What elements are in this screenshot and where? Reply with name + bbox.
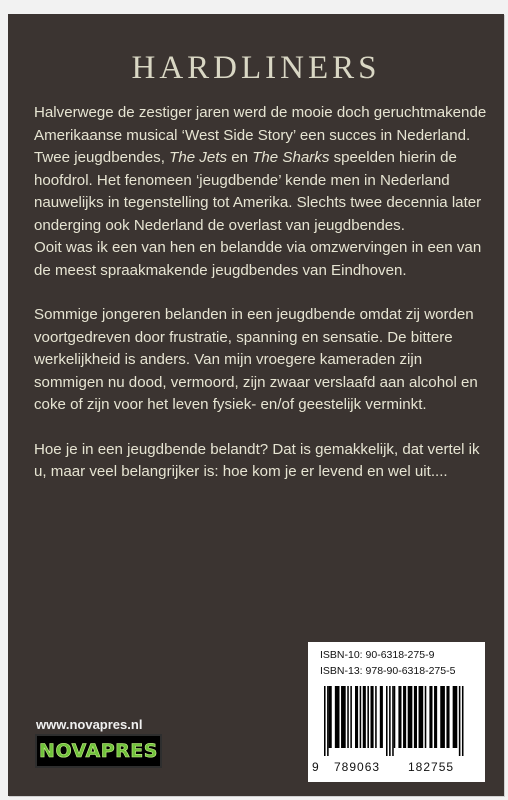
book-back-cover [8, 14, 504, 796]
barcode-bar [459, 686, 461, 756]
book-title: HARDLINERS [131, 50, 381, 86]
barcode-bar [440, 686, 445, 748]
barcode [324, 686, 477, 756]
barcode-bar [414, 686, 417, 748]
barcode-bar [408, 686, 413, 748]
isbn-10: ISBN-10: 90-6318-275-9 [320, 649, 435, 661]
barcode-bar [350, 686, 352, 748]
barcode-bar [398, 686, 401, 748]
publisher-logo-text: NOVAPRES [39, 740, 158, 762]
text-run: speelden hierin de hoofdrol. Het fenomeen ‘jeugdbende’ kende men in Nederland nauwelijks in tegenstelling tot Amerika. Slechts twee decennia later onderging ook Nederland de overlast van jeugdbendes. [34, 149, 482, 234]
text-run: Hoe je in een jeugdbende belandt? Dat is gemakkelijk, dat vertel ik u, maar veel belangrijker is: hoe kom je er levend en wel uit.... [34, 440, 480, 480]
barcode-bar [392, 686, 394, 756]
barcode-bar [394, 686, 396, 748]
text-run: en [227, 149, 253, 166]
text-run: Sommige jongeren belanden in een jeugdbende omdat zij worden voortgedreven door frustratie, spanning en sensatie. De bittere werkelijkheid is anders. Van mijn vroegere kameraden zijn sommigen nu dood, vermoord, zijn zwaar verslaafd aan alcohol en coke of zijn voor het leven fysiek- en/of geestelijk verminkt. [34, 306, 478, 413]
isbn-barcode-box [308, 642, 485, 782]
publisher-logo [35, 734, 162, 768]
blurb-paragraph [34, 439, 489, 484]
barcode-bar [367, 686, 369, 748]
barcode-bar [363, 686, 366, 748]
blurb-text [34, 102, 489, 484]
barcode-bar [355, 686, 358, 748]
blurb-paragraph [34, 102, 489, 237]
barcode-bar [389, 686, 391, 756]
publisher-url: www.novapres.nl [36, 717, 143, 732]
barcode-bar [446, 686, 449, 748]
blurb-paragraph [34, 304, 489, 417]
barcode-bar [434, 686, 437, 748]
barcode-bar [403, 686, 406, 748]
blurb-paragraph [34, 237, 489, 282]
barcode-bar [429, 686, 432, 748]
barcode-bar [360, 686, 362, 748]
barcode-bar [375, 686, 377, 748]
italic-title: The Jets [169, 149, 227, 166]
barcode-bar [380, 686, 383, 748]
ean-left-group: 789063 [334, 760, 381, 774]
barcode-bar [327, 686, 329, 756]
barcode-bar [462, 686, 464, 756]
paragraph-gap [34, 282, 489, 304]
barcode-bar [341, 686, 346, 748]
isbn-13: ISBN-13: 978-90-6318-275-5 [320, 665, 456, 677]
barcode-bar [324, 686, 326, 756]
barcode-bar [425, 686, 427, 748]
ean-right-group: 182755 [408, 760, 455, 774]
italic-title: The Sharks [252, 149, 330, 166]
barcode-bar [347, 686, 349, 748]
text-run: Ooit was ik een van hen en belandde via omzwervingen in een van de meest spraakmakende jeugdbendes van Eindhoven. [34, 239, 482, 279]
barcode-bar [371, 686, 374, 748]
barcode-bar [335, 686, 340, 748]
paragraph-gap [34, 417, 489, 439]
barcode-bar [386, 686, 388, 756]
barcode-bar [329, 686, 332, 748]
ean-first-digit: 9 [312, 760, 320, 774]
barcode-bar [453, 686, 458, 748]
text-run: Halverwege de zestiger jaren werd de mooie doch geruchtmakende Amerikaanse musical ‘West Side Story’ een succes in Nederland. Twee jeugdbendes, [34, 104, 487, 166]
barcode-bar [419, 686, 424, 748]
